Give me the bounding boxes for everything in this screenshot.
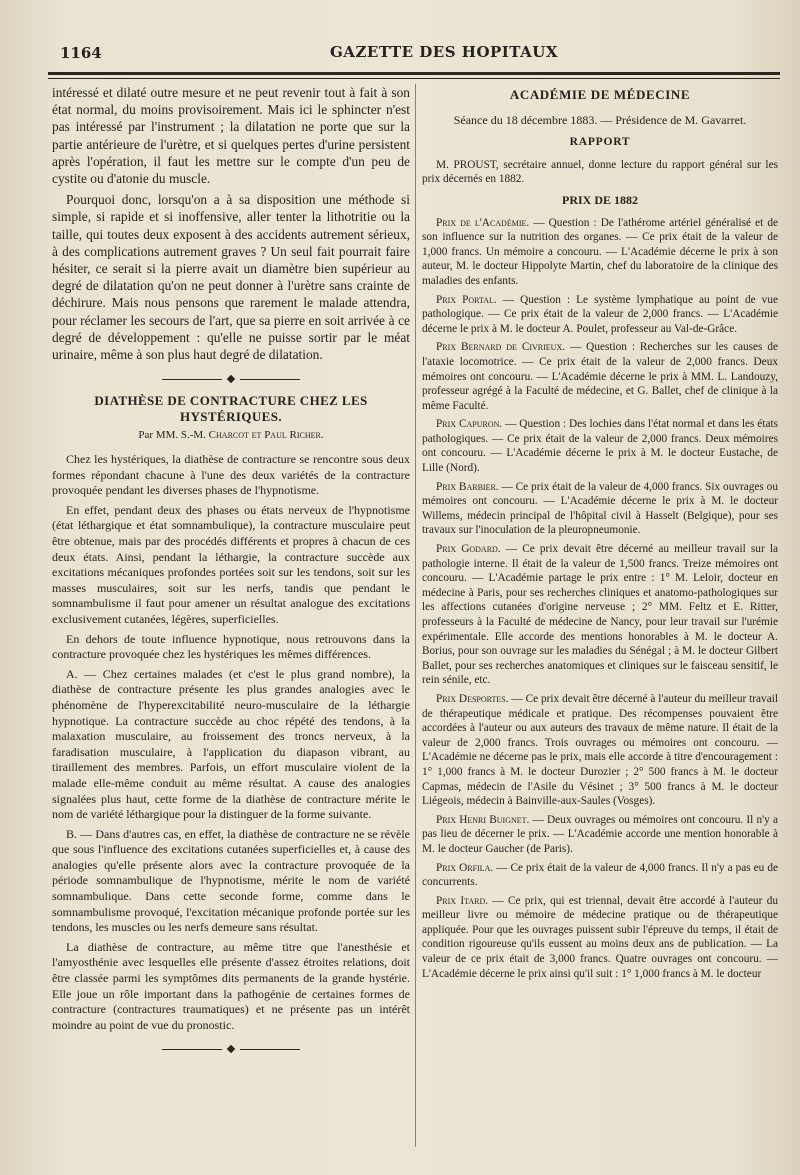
prize-entry [422, 542, 778, 688]
prizes-heading: PRIX DE 1882 [561, 192, 638, 207]
prize-name: Prix Desportes. [436, 692, 509, 705]
prize-entry [422, 894, 778, 982]
prize-name: Prix Barbier. [436, 480, 499, 493]
byline-prefix: Par MM. [138, 429, 179, 442]
prize-name: Prix Godard. [436, 543, 501, 556]
prize-entry [422, 293, 778, 337]
article-paragraph: La diathèse de contracture, au même titre que l'anesthésie et l'amyosthénie avec lesquelles elle présente d'assez étroites relations, doit être classée parmi les symptômes dits permanents de la grande hystérie. Elle joue un rôle important dans la pathogénie de certaines formes de contracture (contractures traumatiques) et ne présente pas un intérêt moindre au point de vue du pronostic. [52, 939, 410, 1032]
continuation-paragraph: intéressé et dilaté outre mesure et ne peut revenir tout à fait à son état normal, du moins provisoirement. Mais ici le sphincter n'est pas intéressé par l'instrument ; la dilatation ne porte que sur la partie antérieure de l'urètre, et si quelques pertes d'urine persistent après l'opération, il faut les mettre sur le compte d'un peu de cystite ou d'atonie du muscle. [52, 85, 410, 187]
report-heading: RAPPORT [569, 136, 631, 149]
page-number: 1164 [60, 44, 102, 62]
prize-text: — Question : Recherches sur les causes de l'ataxie locomotrice. — Ce prix était de la valeur de 2,000 francs. Deux mémoires ont concouru. — L'Académie décerne le prix à MM. L. Landouzy, professeur agrégé à la Faculté de médecine, et G. Ballet, chef de clinique à la même Faculté. [422, 341, 778, 412]
article-byline [52, 428, 410, 444]
continuation-paragraph: Pourquoi donc, lorsqu'on a à sa disposition une méthode si simple, si rapide et si inoffensive, aller tenter la lithotritie ou la taille, qui toutes deux exposent à des accidents autrement sérieux, à des complications autrement graves ? Un seul fait pourrait faire hésiter, ce serait si la pierre avait un diamètre bien supérieur au degré de dilatation qu'on ne peut donner à l'urètre sans crainte de déchirure. Mais nous pensons que rarement le malade attendra, pour réclamer les secours de l'art, que sa pierre en soit arrivée à ce degré de développement : qu'elle ne puisse sortir par le méat urinaire, même à son plus haut degré de dilatation. [52, 192, 410, 363]
prize-name: Prix Bernard de Civrieux. [436, 341, 566, 354]
byline-authors: S.-M. Charcot et Paul Richer. [180, 429, 324, 442]
prize-name: Prix Orfila. [436, 861, 494, 874]
report-intro: M. PROUST, secrétaire annuel, donne lecture du rapport général sur les prix décernés en 1882. [422, 158, 778, 186]
prize-name: Prix Capuron. [436, 418, 503, 431]
right-column [422, 84, 778, 1147]
prize-entry [422, 813, 778, 857]
article-paragraph: B. — Dans d'autres cas, en effet, la diathèse de contracture ne se révèle que sous l'influence des excitations cutanées superficielles et, à cause des analogies qu'elle présente alors avec la contracture provoquée de la période somnambulique de l'hypnotisme, mérite le nom de variété somnambulique. Dans cette seconde forme, comme dans le somnambulisme provoqué, l'excitation mécanique profonde portée sur les tendons, les muscles ou les nerfs demeure sans résultat. [52, 826, 410, 935]
running-title: GAZETTE DES HOPITAUX [330, 43, 559, 61]
prize-name: Prix Henri Buignet. [436, 813, 530, 826]
section-ornament [52, 375, 410, 383]
prize-entry [422, 417, 778, 475]
prize-text: — Question : Des lochies dans l'état normal et dans les états pathologiques. — Ce prix était de la valeur de 2,000 francs. Deux mémoires ont concouru. — L'Académie décerne le prix à M. le docteur Eustache, de Lille (Nord). [422, 418, 778, 475]
prize-text: — Ce prix devait être décerné au meilleur travail sur la pathologie interne. Il était de la valeur de 1,500 francs. Treize mémoires ont concouru. — L'Académie partage le prix entre : 1° M. Leloir, docteur en médecine à Paris, pour ses recherches cliniques et anatomo-pathologiques sur les affections cutanées d'origine nerveuse ; 2° MM. Feltz et E. Ritter, professeurs à la Faculté de médecine de Nancy, pour leur travail sur l'urémie expérimentale. Elle accorde des mentions honorables à M. le docteur A. Borius, pour son ouvrage sur les maladies du Sénégal ; à M. le docteur Gilbert Ballet, pour ses recherches anatomiques et cliniques sur le faisceau sensitif, le rein sénile, etc. [422, 543, 778, 687]
prize-entry [422, 340, 778, 413]
article-paragraph: En dehors de toute influence hypnotique, nous retrouvons dans la contracture provoquée chez les hystériques les mêmes différences. [52, 631, 410, 662]
prize-name: Prix Itard. [436, 894, 489, 907]
prize-text: — Question : Le système lymphatique au point de vue pathologique. — Ce prix était de la valeur de 2,000 francs. — L'Académie décerne le prix à M. le docteur A. Poulet, professeur au Val-de-Grâce. [422, 293, 778, 335]
prize-text: — Question : De l'athérome artériel généralisé et de son influence sur la nutrition des organes. — Ce prix était de la valeur de 1,000 francs. Un mémoire a concouru. — L'Académie décerne le prix à son auteur, M. le docteur Hippolyte Martin, chef du laboratoire de la clinique des maladies des enfants. [422, 216, 778, 287]
prize-name: Prix Portal. [436, 293, 497, 306]
article-paragraph: A. — Chez certaines malades (et c'est le plus grand nombre), la diathèse de contracture présente les plus grandes analogies avec le phénomène de l'hyperexcitabilité neuro-musculaire de la léthargie hypnotique. La contracture succède au choc répété des tendons, à la malaxation musculaire, au froissement des troncs nerveux, à la faradisation musculaire, à l'application du diapason vibrant, au tiraillement des membres. Parfois, un effort musculaire violent de la malade elle-même conduit au même résultat. A cause des analogies signalées plus haut, cette forme de la diathèse de contracture mérite le nom de variété léthargique pour la distinguer de la forme suivante. [52, 666, 410, 822]
prize-entry [422, 480, 778, 538]
prize-text: — Ce prix, qui est triennal, devait être accordé à l'auteur du meilleur livre ou mémoire de médecine pratique ou de thérapeutique appliquée. Pour que les ouvrages puissent subir l'épreuve du temps, il était de condition rigoureuse qu'ils eussent au moins deux ans de publication. — La valeur de ce prix était de 3,000 francs. Quatre ouvrages ont concouru. — L'Académie décerne le prix ainsi qu'il suit : 1° 1,000 francs à M. le docteur [422, 894, 778, 980]
column-divider [415, 84, 416, 1147]
article-title: DIATHÈSE DE CONTRACTURE CHEZ LES HYSTÉRIQUES. [94, 393, 368, 424]
prize-text: — Ce prix était de la valeur de 4,000 francs. Six ouvrages ou mémoires ont concouru. — L'Académie décerne le prix à M. le docteur Willems, médecin principal de l'hôpital civil à Hasselt (Belgique), pour ses travaux sur l'inoculation de la pleuropneumonie. [422, 480, 778, 537]
end-ornament [52, 1045, 410, 1053]
prize-text: — Deux ouvrages ou mémoires ont concouru. Il n'y a pas lieu de décerner le prix. — L'Académie accorde une mention honorable à M. le docteur Gaucher (de Paris). [422, 813, 778, 855]
article-paragraph: Chez les hystériques, la diathèse de contracture se rencontre sous deux formes répondant chacune à l'une des deux variétés de la contracture provoquée pendant les diverses phases de l'hypnotisme. [52, 452, 410, 498]
prize-name: Prix de l'Académie. [436, 216, 530, 229]
session-line: Séance du 18 décembre 1883. — Présidence de M. Gavarret. [453, 112, 747, 127]
prize-text: — Ce prix devait être décerné à l'auteur du meilleur travail de thérapeutique médicale et pratique. Des récompenses pouvaient être accordées à l'auteur ou aux auteurs des travaux de même nature. Il était de la valeur de 2,000 francs. Trois ouvrages ou mémoires ont concouru. — L'Académie ne décerne pas le prix, mais elle accorde à titre d'encouragement : 1° 1,000 francs à M. le docteur Durozier ; 2° 500 francs à M. le docteur Capmas, médecin de l'Asile du Vésinet ; 3° 500 francs à M. le docteur Liégeois, médecin à Bainville-aux-Saules (Vosges). [422, 692, 778, 808]
prize-entry [422, 692, 778, 809]
left-column [52, 84, 410, 1147]
header-rule-thin [48, 78, 780, 79]
prize-text: — Ce prix était de la valeur de 4,000 francs. Il n'y a pas eu de concurrents. [422, 861, 778, 889]
article-paragraph: En effet, pendant deux des phases ou états nerveux de l'hypnotisme (état léthargique et état somnambulique), la contracture musculaire peut être obtenue, mais par des procédés différents et propres à chacun de ces deux états. Ainsi, pendant la léthargie, la contracture succède aux excitations mécaniques profondes portées soit sur les tendons, soit sur les masses musculaires, soit sur les nerfs, tandis que pendant le somnambulisme il faut pour amener un résultat analogue des excitations exclusivement cutanées, légères, superficielles. [52, 502, 410, 626]
prize-entry [422, 861, 778, 890]
academy-title: ACADÉMIE DE MÉDECINE [509, 87, 691, 102]
header-rule [48, 72, 780, 75]
prize-entry [422, 216, 778, 289]
